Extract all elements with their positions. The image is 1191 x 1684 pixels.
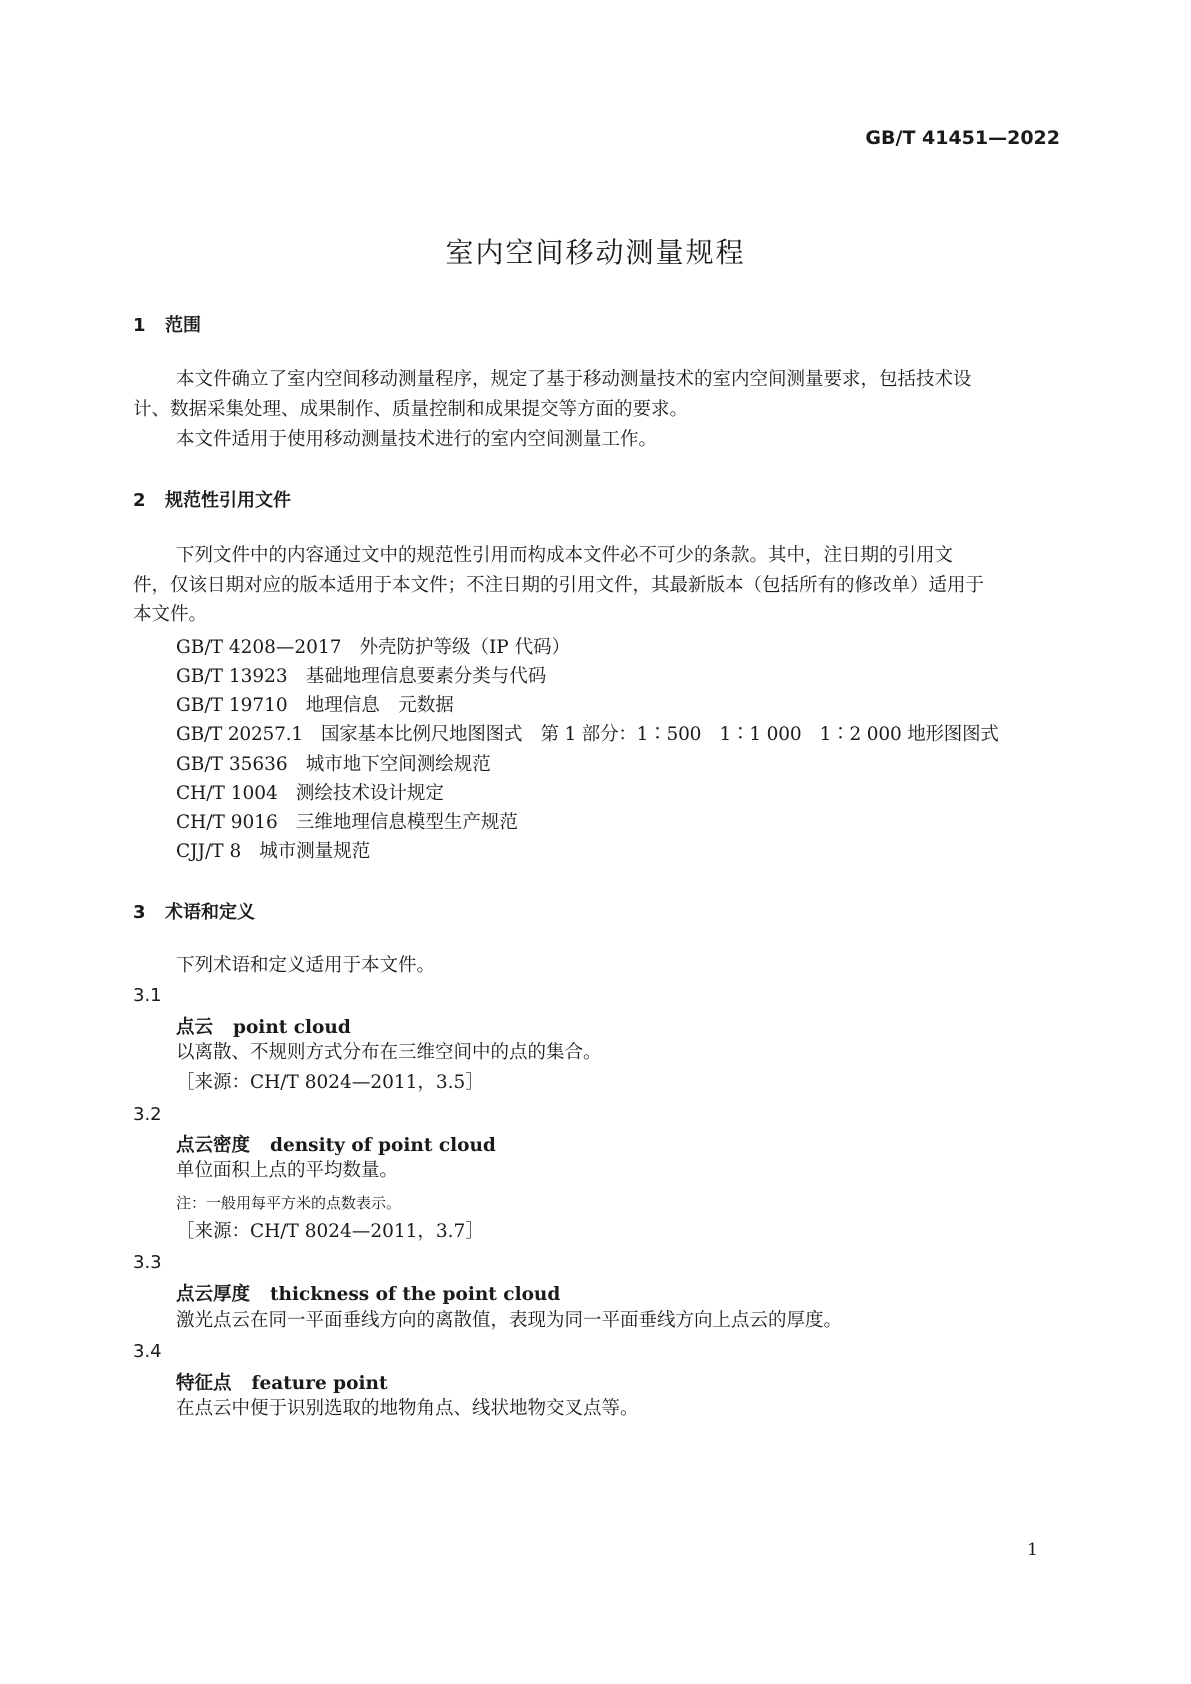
term-definition: 单位面积上点的平均数量。 [176,1160,399,1181]
reference-title: 城市测量规范 [259,841,371,862]
reference-code: CH/T 1004 [176,783,278,804]
term-zh: 点云密度 [176,1135,251,1156]
section-2-heading [133,486,291,512]
section-title: 术语和定义 [165,902,255,923]
term-definition: 在点云中便于识别选取的地物角点、线状地物交叉点等。 [176,1398,639,1419]
term-heading [176,1131,496,1157]
term-en: feature point [251,1373,388,1394]
section-title: 规范性引用文件 [165,490,291,511]
reference-item [176,633,570,659]
reference-item [176,750,491,776]
reference-item [176,691,454,717]
reference-code: GB/T 19710 [176,695,288,716]
document-title: 室内空间移动测量规程 [445,236,746,269]
term-definition: 以离散、不规则方式分布在三维空间中的点的集合。 [176,1042,602,1063]
term-en: density of point cloud [270,1135,496,1156]
term-zh: 点云厚度 [176,1284,251,1305]
reference-title: 国家基本比例尺地图图式 第 1 部分：1∶500 1∶1 000 1∶2 000 地形图图式 [320,724,999,745]
term-zh: 点云 [176,1017,214,1038]
reference-title: 测绘技术设计规定 [295,783,444,804]
paragraph-line: 件，仅该日期对应的版本适用于本文件；不注日期的引用文件，其最新版本（包括所有的修改单）适用于 [133,575,985,596]
reference-code: CJJ/T 8 [176,841,242,862]
standard-code: GB/T 41451—2022 [865,127,1060,149]
paragraph-line: 本文件。 [133,604,208,625]
paragraph-line: 本文件确立了室内空间移动测量程序，规定了基于移动测量技术的室内空间测量要求，包括技术设 [176,369,972,390]
term-en: thickness of the point cloud [270,1284,561,1305]
reference-title: 城市地下空间测绘规范 [305,754,491,775]
reference-item [176,662,546,688]
term-zh: 特征点 [176,1373,232,1394]
section-3-heading [133,898,255,924]
reference-item [176,720,999,746]
reference-item [176,808,518,834]
reference-code: CH/T 9016 [176,812,278,833]
term-number: 3.3 [133,1252,162,1273]
term-number: 3.1 [133,985,162,1006]
term-source: ［来源：CH/T 8024—2011，3.5］ [176,1072,484,1093]
term-source: ［来源：CH/T 8024—2011，3.7］ [176,1221,484,1242]
paragraph: 本文件适用于使用移动测量技术进行的室内空间测量工作。 [176,429,658,450]
term-heading [176,1013,351,1039]
term-number: 3.4 [133,1341,162,1362]
term-en: point cloud [233,1017,351,1038]
term-heading [176,1280,560,1306]
section-1-heading [133,311,201,337]
reference-item [176,837,370,863]
term-number: 3.2 [133,1104,162,1125]
reference-title: 地理信息 元数据 [305,695,454,716]
section-number: 3 [133,902,146,923]
reference-item [176,779,444,805]
reference-code: GB/T 35636 [176,754,288,775]
paragraph-line: 下列文件中的内容通过文中的规范性引用而构成本文件必不可少的条款。其中，注日期的引用文 [176,545,954,566]
section-number: 1 [133,315,146,336]
reference-code: GB/T 13923 [176,666,288,687]
paragraph-line: 计、数据采集处理、成果制作、质量控制和成果提交等方面的要求。 [133,399,689,420]
term-definition: 激光点云在同一平面垂线方向的离散值，表现为同一平面垂线方向上点云的厚度。 [176,1310,843,1331]
reference-title: 基础地理信息要素分类与代码 [305,666,547,687]
section-title: 范围 [165,315,201,336]
reference-code: GB/T 20257.1 [176,724,303,745]
page-number: 1 [1027,1540,1038,1560]
paragraph: 下列术语和定义适用于本文件。 [176,955,436,976]
reference-title: 三维地理信息模型生产规范 [295,812,518,833]
term-heading [176,1369,387,1395]
section-number: 2 [133,490,146,511]
reference-title: 外壳防护等级（IP 代码） [359,637,571,658]
term-note: 注：一般用每平方米的点数表示。 [176,1194,402,1212]
reference-code: GB/T 4208—2017 [176,637,342,658]
